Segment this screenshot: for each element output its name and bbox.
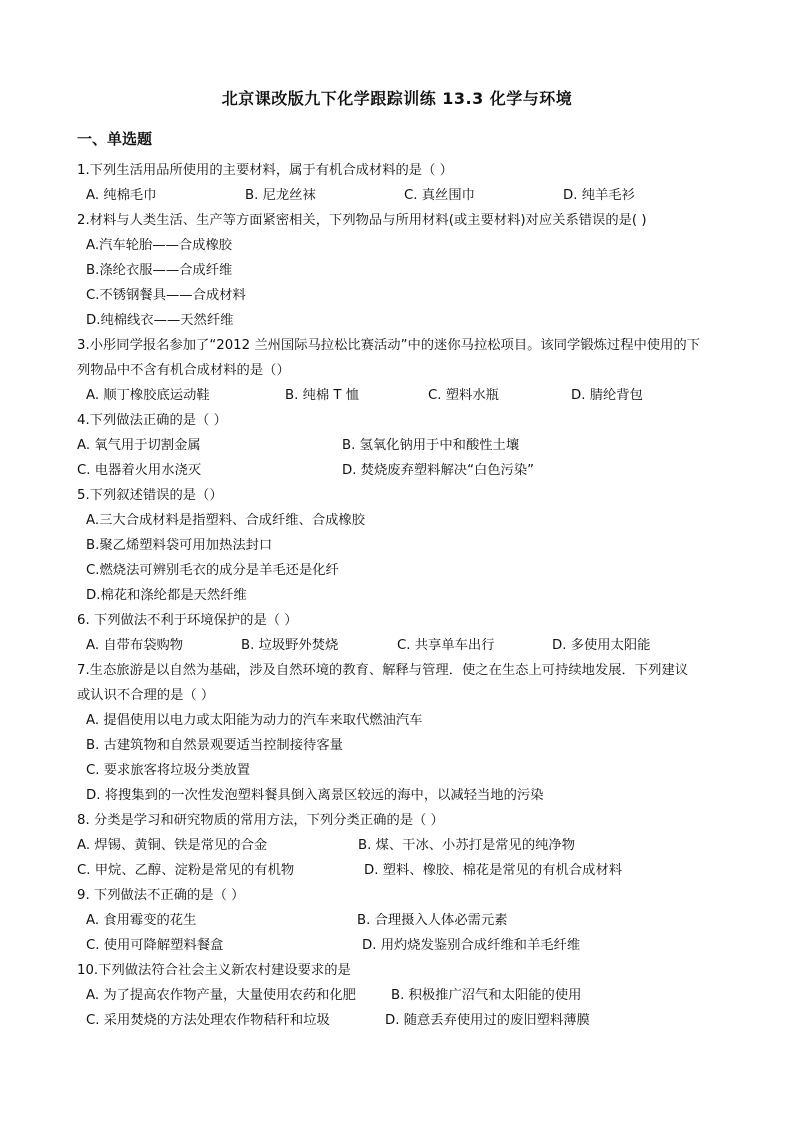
question-9-stem: 9. 下列做法不正确的是（ ） xyxy=(77,888,245,903)
question-7-stem-line1: 7.生态旅游是以自然为基础，涉及自然环境的教育、解释与管理．使之在生态上可持续地发展．下列建议 xyxy=(77,663,689,678)
question-7-stem-line2: 或认识不合理的是（ ） xyxy=(77,688,215,703)
question-6-stem: 6. 下列做法不利于环境保护的是（ ） xyxy=(77,613,298,628)
question-3-stem-line2: 列物品中不含有机合成材料的是（） xyxy=(77,363,290,378)
question-1-option-c: C. 真丝围巾 xyxy=(404,188,475,203)
question-6-option-d: D. 多使用太阳能 xyxy=(552,638,651,653)
question-4-option-d: D. 焚烧废弃塑料解决“白色污染” xyxy=(342,463,535,478)
question-1-option-d: D. 纯羊毛衫 xyxy=(563,188,635,203)
question-4-option-b: B. 氢氧化钠用于中和酸性土壤 xyxy=(342,438,520,453)
question-7-option-a: A. 提倡使用以电力或太阳能为动力的汽车来取代燃油汽车 xyxy=(86,713,423,728)
question-5-stem: 5.下列叙述错误的是（） xyxy=(77,488,223,503)
question-3-option-c: C. 塑料水瓶 xyxy=(428,388,499,403)
question-8-option-c: C. 甲烷、乙醇、淀粉是常见的有机物 xyxy=(77,863,295,878)
question-2-option-d: D.纯棉线衣——天然纤维 xyxy=(86,313,234,328)
question-3-option-b: B. 纯棉 T 恤 xyxy=(285,388,360,403)
question-6-option-a: A. 自带布袋购物 xyxy=(86,638,184,653)
question-4-option-a: A. 氧气用于切割金属 xyxy=(77,438,201,453)
question-5-option-c: C.燃烧法可辨别毛衣的成分是羊毛还是化纤 xyxy=(86,563,339,578)
question-8-option-b: B. 煤、干冰、小苏打是常见的纯净物 xyxy=(358,838,576,853)
question-2-option-a: A.汽车轮胎——合成橡胶 xyxy=(86,238,233,253)
question-9-option-b: B. 合理摄入人体必需元素 xyxy=(357,913,508,928)
question-3-option-d: D. 腈纶背包 xyxy=(571,388,643,403)
question-10-option-a: A. 为了提高农作物产量，大量使用农药和化肥 xyxy=(86,988,356,1003)
section-heading: 一、单选题 xyxy=(77,130,153,148)
question-10-option-c: C. 采用焚烧的方法处理农作物秸秆和垃圾 xyxy=(86,1013,330,1028)
question-5-option-a: A.三大合成材料是指塑料、合成纤维、合成橡胶 xyxy=(86,513,366,528)
page-title: 北京课改版九下化学跟踪训练 13.3 化学与环境 xyxy=(221,89,573,108)
question-10-option-d: D. 随意丢弃使用过的废旧塑料薄膜 xyxy=(385,1013,590,1028)
question-7-option-b: B. 古建筑物和自然景观要适当控制接待客量 xyxy=(86,738,343,753)
question-6-option-b: B. 垃圾野外焚烧 xyxy=(241,638,339,653)
question-3-option-a: A. 顺丁橡胶底运动鞋 xyxy=(86,388,210,403)
question-4-option-c: C. 电器着火用水浇灭 xyxy=(77,463,202,478)
question-6-option-c: C. 共享单车出行 xyxy=(397,638,495,653)
question-4-stem: 4.下列做法正确的是（ ） xyxy=(77,413,227,428)
question-5-option-b: B.聚乙烯塑料袋可用加热法封口 xyxy=(86,538,273,553)
question-10-stem: 10.下列做法符合社会主义新农村建设要求的是 xyxy=(77,963,351,978)
question-8-stem: 8. 分类是学习和研究物质的常用方法，下列分类正确的是（ ） xyxy=(77,813,444,828)
question-8-option-d: D. 塑料、橡胶、棉花是常见的有机合成材料 xyxy=(364,863,623,878)
question-8-option-a: A. 焊锡、黄铜、铁是常见的合金 xyxy=(77,838,268,853)
question-1-stem: 1.下列生活用品所使用的主要材料，属于有机合成材料的是（ ） xyxy=(77,163,453,178)
question-9-option-c: C. 使用可降解塑料餐盒 xyxy=(86,938,224,953)
question-2-option-c: C.不锈钢餐具——合成材料 xyxy=(86,288,246,303)
question-7-option-d: D. 将搜集到的一次性发泡塑料餐具倒入离景区较远的海中，以减轻当地的污染 xyxy=(86,788,544,803)
question-1-option-a: A. 纯棉毛巾 xyxy=(86,188,157,203)
question-3-stem-line1: 3.小彤同学报名参加了“2012 兰州国际马拉松比赛活动”中的迷你马拉松项目。该同学锻炼过程中使用的下 xyxy=(77,338,700,353)
question-9-option-d: D. 用灼烧发鉴别合成纤维和羊毛纤维 xyxy=(362,938,581,953)
question-2-option-b: B.涤纶衣服——合成纤维 xyxy=(86,263,233,278)
question-10-option-b: B. 积极推广沼气和太阳能的使用 xyxy=(391,988,582,1003)
question-5-option-d: D.棉花和涤纶都是天然纤维 xyxy=(86,588,247,603)
question-2-stem: 2.材料与人类生活、生产等方面紧密相关，下列物品与所用材料(或主要材料)对应关系错误的是( ) xyxy=(77,213,647,228)
question-1-option-b: B. 尼龙丝袜 xyxy=(245,188,316,203)
question-9-option-a: A. 食用霉变的花生 xyxy=(86,913,197,928)
question-7-option-c: C. 要求旅客将垃圾分类放置 xyxy=(86,763,251,778)
